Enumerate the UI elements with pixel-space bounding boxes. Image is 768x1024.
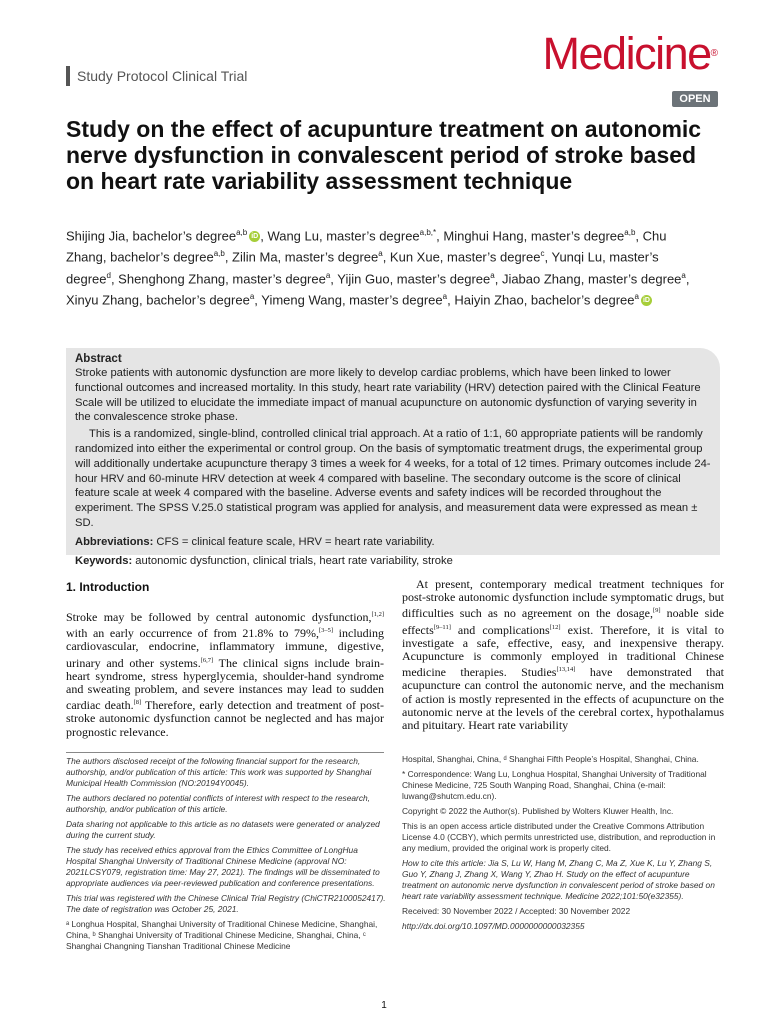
open-access-badge: OPEN [672,91,718,107]
body-text: with an early occurrence of from 21.8% to 79%, [66,626,319,641]
author-affiliation-mark: a [490,270,495,280]
author-affiliation-mark: a [378,249,383,259]
abstract-paragraph-1: Stroke patients with autonomic dysfunction are more likely to develop cardiac problems, which have been linked to lower functional outcomes and increased mortality. In this study, heart rate variability (HRV) detection paired with the Clinical Feature Scale will be utilized to elucidate the immediate impact of manual acupuncture on autonomic dysfunction of varying severity in the convalescence stroke phase. [75,367,701,424]
article-title: Study on the effect of acupunture treatment on autonomic nerve dysfunction in convalescent period of stroke based on heart rate variability assessment technique [66,116,702,194]
citation-reference[interactable]: [12] [549,623,561,631]
footnotes-left [66,756,386,956]
author-affiliation-mark: a [249,291,255,301]
author-affiliation-mark: c [540,249,545,259]
author-name: Yijin Guo, master’s degree [337,270,491,286]
license: This is an open access article distributed under the Creative Commons Attribution License 4.0 (CCBY), which permits unrestricted use, distribution, and reproduction in any medium, provided the original work is properly cited. [402,821,716,853]
body-text: The clinical signs include brain-heart syndrome, stress hyperglycemia, shoulder-hand syndrome and sweating problem, and severe instances may lead to sudden cardiac death. [66,655,384,713]
body-text: Stroke may be followed by central autonomic dysfunction, [66,610,372,624]
footnotes-right [402,754,724,936]
author-affiliation-mark: a [442,291,448,301]
citation-reference[interactable]: [8] [133,699,142,707]
citation-reference[interactable]: [13,14] [556,666,576,674]
body-column-right [402,578,724,732]
author-affiliation-mark: a,b [236,228,248,237]
body-text: At present, contemporary medical treatment techniques for post-stroke autonomic dysfunction include symptomatic drugs, but difficulties such as no agreement on the dosage, [402,577,724,621]
doi-link[interactable]: http://dx.doi.org/10.1097/MD.0000000000032355 [402,921,585,931]
author-name: Wang Lu, master’s degree [267,228,420,244]
keywords-text: autonomic dysfunction, clinical trials, heart rate variability, stroke [132,554,453,567]
author-name: Kun Xue, master’s degree [389,249,541,265]
abbreviations [75,535,712,550]
author-name: Yunqi Lu, master’s degree [66,249,659,286]
intro-paragraph-1 [66,608,384,739]
abbreviations-text: CFS = clinical feature scale, HRV = heart rate variability. [153,535,435,548]
author-affiliation-mark: a,b [213,249,225,259]
author-affiliation-mark: a,b [624,228,636,237]
citation-reference[interactable]: [3–5] [318,627,334,635]
correspondence: * Correspondence: Wang Lu, Longhua Hospital, Shanghai University of Traditional Chinese Medicine, 725 South Wanping Road, Shanghai, China (e-mail: luwang@shutcm.edu.cn). [402,769,707,801]
body-text: have demonstrated that acupuncture can control the autonomic nerve, and the mechanism of action is mostly represented in the effects of acupuncture on the autonomic nerve at the levels of the cerebral cortex, hypothalamus and pituitary. Heart rate variability [402,665,724,733]
orcid-icon[interactable]: iD [642,297,650,305]
author-name: Shenghong Zhang, master’s degree [118,270,326,286]
author-affiliation-mark: a [634,291,639,301]
received-date: Received: 30 November 2022 / Accepted: 30 November 2022 [402,906,631,916]
journal-logo [543,30,718,78]
registered-mark: ® [710,48,718,59]
author-name: Zilin Ma, master’s degree [232,249,379,265]
body-text: Therefore, early detection and treatment of post-stroke autonomic dysfunction cannot be neglected and has major prognostic relevance. [66,698,384,739]
author-name: Yimeng Wang, master’s degree [261,292,443,308]
orcid-icon[interactable]: iD [251,233,259,241]
body-text: and complications [450,622,550,637]
author-name: Chu Zhang, bachelor’s degree [66,228,667,265]
data-sharing-note: Data sharing not applicable to this article as no datasets were generated or analyzed during the current study. [66,819,380,840]
author-name: Jiabao Zhang, master’s degree [501,270,682,286]
citation-reference[interactable]: [9–11] [433,623,451,631]
author-affiliation-mark: a,b,* [419,228,437,237]
affiliations: ᵃ Longhua Hospital, Shanghai University of Traditional Chinese Medicine, Shanghai, China, ᵇ Shanghai University of Traditional Chinese Medicine, Shanghai, China, ᶜ Shanghai Changning Tianshan Traditional Chinese Medicine [66,919,378,951]
author-list: Shijing Jia, bachelor’s degree$^{a,b}$ iD , Wang Lu, master’s degree$^{a,b,*}$, Minghui Hang, master’s degree$^{a,b}$, Chu Zhang, bachelor’s degree$^{a,b}$, Zilin Ma, master’s degree$^a$, Kun Xue, master’s degree$^c$, Yunqi Lu, master’s degree$^d$, Shenghong Zhang, master’s degree$^a$, Yijin Guo, master’s degree$^a$, Jiabao Zhang, master’s degree$^a$, Xinyu Zhang, bachelor’s degree$^a$, Yimeng Wang, master’s degree$^a$, Haiyin Zhao, bachelor’s degree$^a$ iD [66,228,690,308]
journal-name: Medicine [542,28,711,79]
section-heading-introduction: 1. Introduction [66,580,150,594]
conflict-note: The authors declared no potential conflicts of interest with respect to the research, authorship, and/or publication of this article. [66,793,370,814]
body-text: exist. Therefore, it is vital to investigate a safe, effective, easy, and inexpensive therapy. Acupuncture is commonly employed in traditional Chinese medicine therapies. Studies [402,622,724,680]
affiliations-continued: Hospital, Shanghai, China, ᵈ Shanghai Fifth People’s Hospital, Shanghai, China. [402,754,699,764]
citation-reference[interactable]: [1,2] [371,611,384,618]
author-name: Shijing Jia, bachelor’s degree [66,228,237,244]
intro-paragraph-2 [402,578,724,732]
ethics-note: The study has received ethics approval from the Ethics Committee of LongHua Hospital Shanghai University of Traditional Chinese Medicine (approval NO: 2021LCSY079, registration time: May 27, 2021). The findings will be disseminated to appropriate audiences via peer-reviewed publication and conference presentations. [66,845,380,888]
citation: How to cite this article: Jia S, Lu W, Hang M, Zhang C, Ma Z, Xue K, Lu Y, Zhang S, Guo Y, Zhang J, Zhang X, Wang Y, Zhao H. Study on the effect of acupunture treatment on autonomic nerve dysfunction in convalescent period of stroke based on heart rate variability assessment technique. Medicine 2022;101:50(e32355). [402,858,715,901]
author-affiliation-mark: a [325,270,331,280]
body-text: noable side effects [402,606,724,637]
abstract-box [66,348,720,567]
keywords [75,554,712,569]
registration-note: This trial was registered with the Chinese Clinical Trial Registry (ChiCTR2100052417). The date of registration was October 25, 2021. [66,893,386,914]
author-name: Minghui Hang, master’s degree [443,228,625,244]
funding-note: The authors disclosed receipt of the following financial support for the research, authorship, and/or publication of this article: This work was supported by Shanghai Municipal Health Commission (NO:20194Y0045). [66,756,372,788]
author-affiliation-mark: d [106,270,111,280]
body-text: including cardiovascular, endocrine, inflammatory immune, digestive, urinary and other systems. [66,626,385,670]
keywords-label: Keywords: [75,554,133,567]
author-name: Haiyin Zhao, bachelor’s degree [454,292,635,308]
abstract-heading: Abstract [75,353,122,365]
footnote-divider [66,752,384,753]
page-number: 1 [381,1000,387,1011]
author-affiliation-mark: a [681,270,686,280]
citation-reference[interactable]: [6,7] [200,656,214,664]
author-name: Xinyu Zhang, bachelor’s degree [66,292,250,308]
body-column-left [66,580,384,739]
abstract-paragraph-2: This is a randomized, single-blind, controlled clinical trial approach. At a ratio of 1:1, 60 appropriate patients will be randomly randomized into either the experimental or control group. On the basis of symptomatic treatment drugs, the experimental group will additionally undertake acupuncture therapy 3 times a week for 4 weeks, for a total of 12 times. Primary outcomes include 24-hour HRV and 60-minute HRV detection at week 4 compared with baseline. The secondary outcome is the score of clinical feature scale at week 4 compared with the baseline. Adverse events and safety indices will be recorded throughout the experiment. The SPSS V.25.0 statistical program was applied for analysis, and measurement data were expressed as mean ± SD. [75,428,711,529]
citation-reference[interactable]: [9] [653,607,661,615]
abbreviations-label: Abbreviations: [75,535,154,548]
copyright: Copyright © 2022 the Author(s). Published by Wolters Kluwer Health, Inc. [402,806,674,816]
article-type-label: Study Protocol Clinical Trial [66,66,247,86]
